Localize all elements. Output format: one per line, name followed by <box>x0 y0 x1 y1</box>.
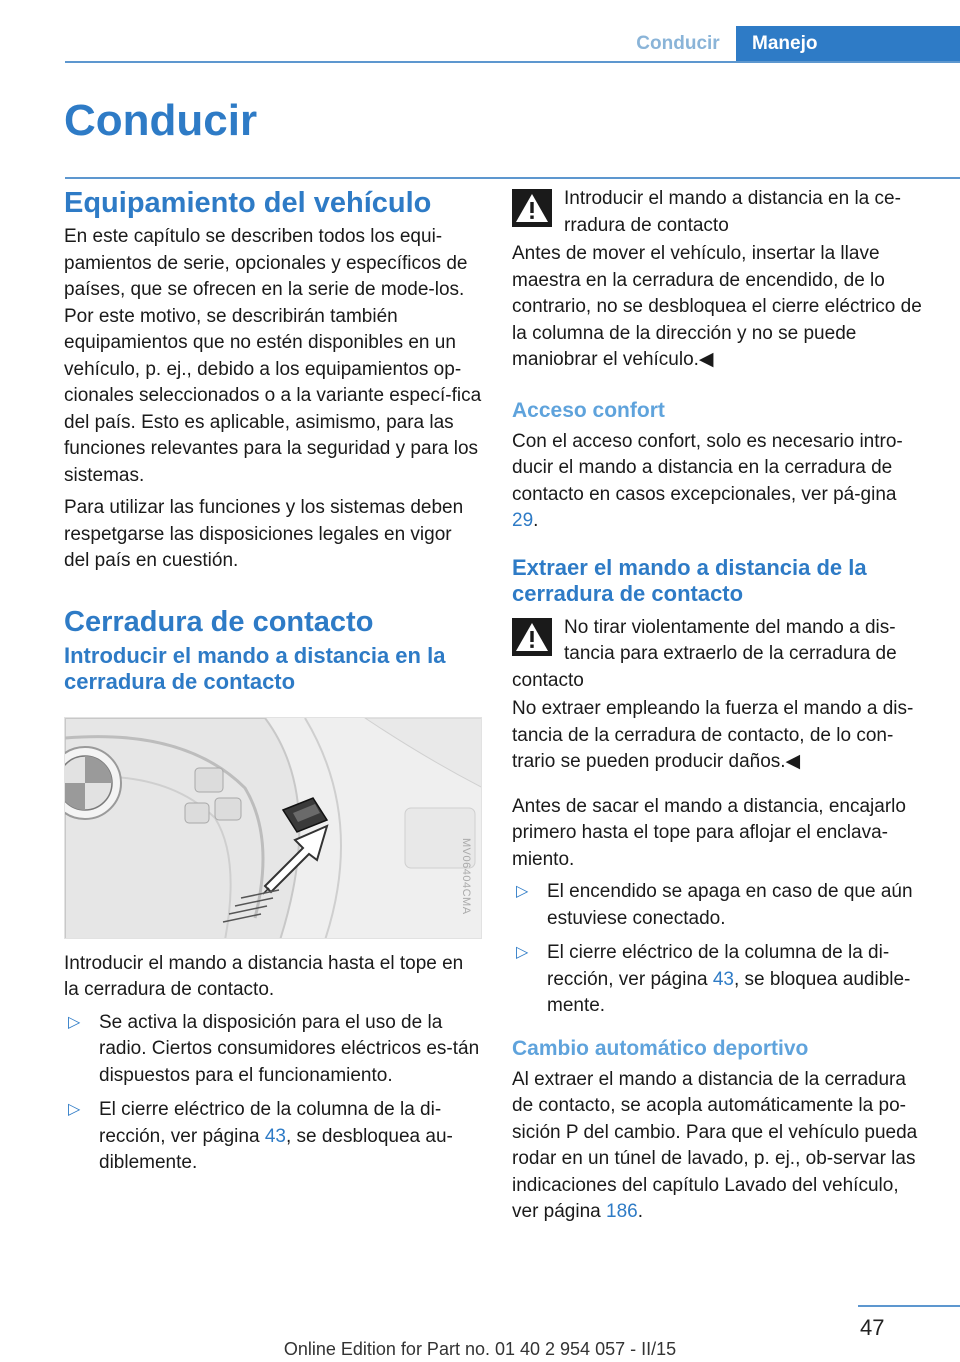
chapter-title: Conducir <box>64 96 258 145</box>
running-header <box>620 26 960 62</box>
bullet-icon: ▷ <box>68 1101 81 1118</box>
warning-icon <box>512 189 552 227</box>
list-item: ▷ El cierre eléctrico de la columna de la di‐rección, ver página 43, se desbloquea au‐diblemente. <box>68 1099 453 1173</box>
subsection-title-extraer: Extraer el mando a distancia de la cerradura de contacto <box>512 554 867 606</box>
page-link[interactable]: 186 <box>606 1201 638 1222</box>
warning-heading: No tirar violentamente del mando a dis‐tancia para extraerlo de la cerradura de <box>564 616 897 664</box>
page-number: 47 <box>860 1315 885 1340</box>
warning-heading: Introducir el mando a distancia en la ce‐rradura de contacto <box>564 188 901 236</box>
section-title-equipamiento: Equipamiento del vehículo <box>64 187 432 219</box>
page-link[interactable]: 43 <box>264 1125 286 1147</box>
right-column <box>512 186 927 1232</box>
page-link[interactable]: 43 <box>712 968 734 990</box>
list-item: ▷ Se activa la disposición para el uso de la radio. Ciertos consumidores eléctricos es‐tán dispuestos para el funcionamiento. <box>68 1011 480 1086</box>
warning-text: Antes de mover el vehículo, insertar la llave maestra en la cerradura de encendido, de lo contrario, no se desbloquea el cierre eléctrico de la columna de la dirección y no se puede maniobrar el vehículo.◀ <box>512 243 922 370</box>
ignition-illustration <box>65 718 482 939</box>
left-column <box>64 186 482 1185</box>
paragraph: Con el acceso confort, solo es necesario intro‐ducir el mando a distancia en la cerradura de contacto en casos excepcionales, ver pá‐gina 29. <box>512 430 903 531</box>
header-rule <box>65 61 960 63</box>
warning-icon <box>512 618 552 656</box>
figure-caption: Introducir el mando a distancia hasta el tope en la cerradura de contacto. <box>64 952 464 1000</box>
bullet-list <box>64 1010 482 1177</box>
page-link[interactable]: 29 <box>512 510 534 531</box>
warning-text: No extraer empleando la fuerza el mando a dis‐tancia de la cerradura de contacto, de lo con‐trario se pueden producir daños.◀ <box>512 698 914 772</box>
paragraph: Para utilizar las funciones y los sistemas deben respetgarse las disposiciones legales en vigor del país en cuestión. <box>64 497 464 571</box>
edition-line: Online Edition for Part no. 01 40 2 954 057 - II/15 <box>283 1339 677 1359</box>
subsection-title-acceso: Acceso confort <box>512 398 665 422</box>
footer-rule <box>858 1305 960 1307</box>
header-section: Conducir <box>636 33 720 54</box>
bullet-icon: ▷ <box>68 1013 81 1031</box>
list-item: ▷ El encendido se apaga en caso de que aún estuviese conectado. <box>516 881 913 929</box>
paragraph: En este capítulo se describen todos los equi‐pamientos de serie, opcionales y específicos de países, que se ofrecen en la serie de mode‐los. Por este motivo, se describirán también equipamientos que no estén disponibles en un vehículo, p. ej., debido a los equipamientos op‐cionales seleccionados o a la variante especí‐fica del país. Esto es aplicable, asimismo, para las funciones relevantes para la seguridad y para los sistemas. <box>64 226 482 486</box>
warning-block <box>512 186 927 239</box>
header-tab: Manejo <box>736 26 960 62</box>
subsection-title-introducir: Introducir el mando a distancia en la cerradura de contacto <box>64 642 446 694</box>
bullet-icon: ▷ <box>516 944 529 961</box>
ignition-figure <box>64 717 482 939</box>
chapter-rule <box>65 177 960 179</box>
figure-code: MV06404CMA <box>460 837 472 915</box>
warning-block <box>512 615 927 695</box>
paragraph: Al extraer el mando a distancia de la cerradura de contacto, se acopla automáticamente la po‐sición P del cambio. Para que el vehículo pueda rodar en un túnel de lavado, p. ej., ob‐servar las indicaciones del capítulo Lavado del vehículo, ver página 186. <box>512 1068 918 1222</box>
bullet-icon: ▷ <box>516 883 529 900</box>
warning-heading-tail: contacto <box>512 669 584 691</box>
paragraph: Antes de sacar el mando a distancia, encajarlo primero hasta el tope para aflojar el enclava‐miento. <box>512 795 906 870</box>
subsection-title-cambio: Cambio automático deportivo <box>512 1036 809 1060</box>
section-title-cerradura: Cerradura de contacto <box>64 605 374 638</box>
list-item: ▷ El cierre eléctrico de la columna de la di‐rección, ver página 43, se bloquea audible‐mente. <box>516 942 911 1016</box>
bullet-list <box>512 879 927 1020</box>
